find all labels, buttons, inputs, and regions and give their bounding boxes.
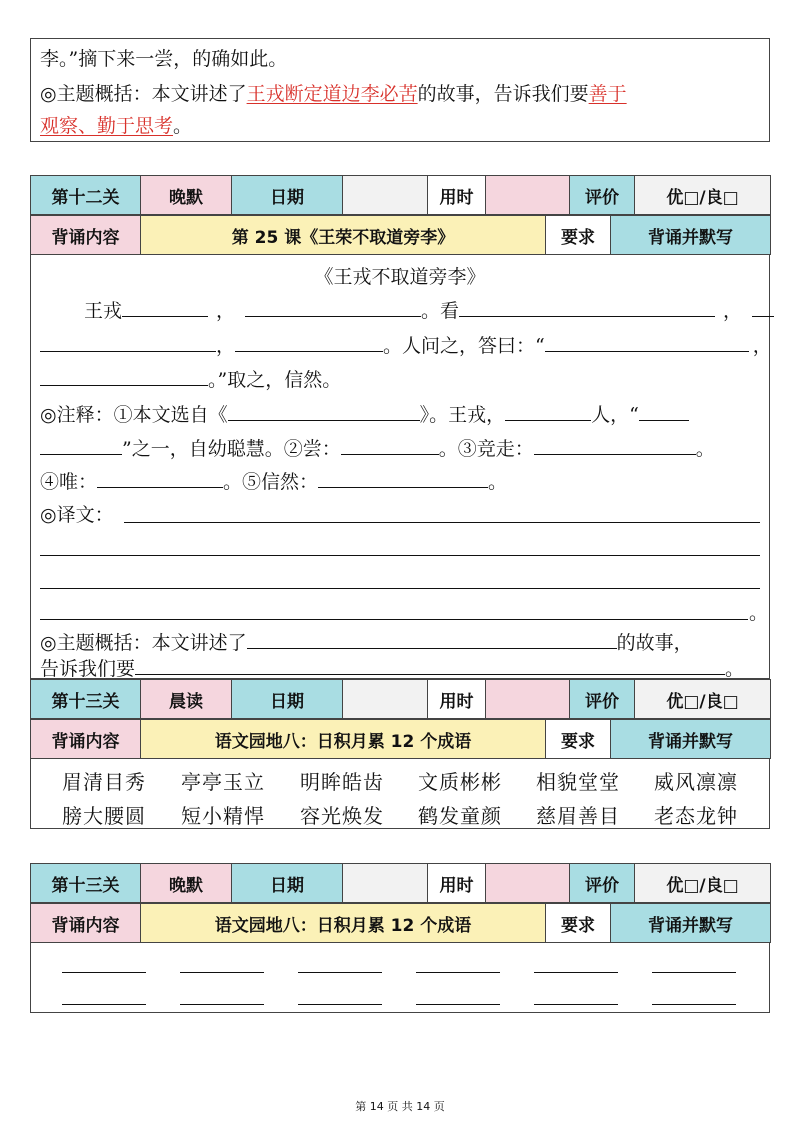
translation-line[interactable] [40,555,760,556]
requirement-label: 要求 [546,904,611,943]
fill-row-2 [40,333,772,358]
theme-story: 的故事， [616,632,693,654]
lesson-title: 第 25 课《王荣不取道旁李》 [141,216,546,255]
idiom-write-line[interactable] [180,1004,264,1005]
text-ending: 。”取之，信然。 [208,369,342,391]
requirement-label: 要求 [546,216,611,255]
blank[interactable] [752,298,774,317]
theme-fill-row-2 [40,656,744,681]
idiom: 眉清目秀 [62,770,146,794]
date-field[interactable] [343,176,428,215]
idiom-write-line[interactable] [180,972,264,973]
theme-answer-lesson-b: 观察、勤于思考 [40,115,174,137]
blank[interactable] [341,436,439,455]
idiom: 文质彬彬 [418,770,502,794]
level-label: 第十二关 [31,176,141,215]
page-footer: 第 14 页 共 14 页 [355,1100,445,1113]
passage-last-line: 李。”摘下来一尝，的确如此。 [40,48,288,70]
fill-row-1 [84,298,774,323]
blank[interactable] [40,333,216,352]
time-field[interactable] [486,680,570,719]
blank[interactable] [247,630,617,649]
content-label: 背诵内容 [31,216,141,255]
blank[interactable] [459,298,715,317]
theme-answer-story: 王戎断定道边李必苦 [246,83,418,105]
theme-summary [40,82,627,106]
theme-tell: 告诉我们要 [40,658,136,680]
blank[interactable] [245,298,421,317]
idiom: 亭亭玉立 [181,770,265,794]
level12-content-row [30,215,771,255]
idiom: 膀大腰圆 [62,804,146,828]
time-field[interactable] [486,176,570,215]
time-field[interactable] [486,864,570,903]
level13a-header [30,679,771,719]
level-label: 第十三关 [31,680,141,719]
fill-row-3 [40,367,341,392]
date-label: 日期 [232,864,343,903]
eval-label: 评价 [570,680,635,719]
blank[interactable] [534,436,696,455]
idiom: 相貌堂堂 [536,770,620,794]
text-comma: ， [216,335,236,357]
blank[interactable] [545,333,749,352]
text-period: 。 [695,438,715,460]
idiom: 短小精悍 [181,804,265,828]
blank[interactable] [235,333,383,352]
text-kan: 。看 [421,300,460,322]
theme-label: ◎主题概括：本文讲述了 [40,632,247,654]
eval-options[interactable]: 优□/良□ [635,864,771,903]
theme-answer-lesson-a: 善于 [588,83,627,105]
theme-prefix: ◎主题概括：本文讲述了 [40,83,247,105]
eval-options[interactable]: 优□/良□ [635,680,771,719]
level13b-header [30,863,771,903]
time-label: 用时 [428,680,486,719]
requirement-label: 要求 [546,720,611,759]
blank[interactable] [505,402,591,421]
text-answer-intro: 。人问之，答曰：“ [383,335,545,357]
idiom-write-line[interactable] [652,972,736,973]
eval-options[interactable]: 优□/良□ [635,176,771,215]
idiom-write-line[interactable] [416,1004,500,1005]
blank[interactable] [40,367,208,386]
notes-row-2 [40,436,715,461]
idiom: 鹤发童颜 [418,804,502,828]
idiom-write-line[interactable] [298,1004,382,1005]
date-field[interactable] [343,680,428,719]
blank[interactable] [135,656,725,675]
session-label: 晨读 [141,680,232,719]
blank[interactable] [639,402,689,421]
idiom: 明眸皓齿 [300,770,384,794]
theme-summary-cont [40,114,192,138]
idiom-write-line[interactable] [534,972,618,973]
level-label: 第十三关 [31,864,141,903]
text-period: 。 [488,471,508,493]
time-label: 用时 [428,176,486,215]
idiom-write-line[interactable] [62,972,146,973]
note-person: 人，“ [591,404,639,426]
theme-end: 。 [173,115,193,137]
text-period: 。 [725,658,745,680]
translation-line[interactable] [124,522,760,523]
idiom-write-line[interactable] [652,1004,736,1005]
text-comma: ， [752,335,772,357]
session-label: 晚默 [141,864,232,903]
text-comma: ， [216,300,236,322]
text-wangrong: 王戎 [84,300,123,322]
idiom: 慈眉善目 [536,804,620,828]
idiom-write-line[interactable] [534,1004,618,1005]
idiom: 容光焕发 [300,804,384,828]
requirement-value: 背诵并默写 [611,720,771,759]
translation-label: ◎译文： [40,504,114,526]
text-comma: ， [723,300,743,322]
theme-fill-row-1 [40,630,693,655]
time-label: 用时 [428,864,486,903]
content-label: 背诵内容 [31,904,141,943]
note-source: ◎注释：①本文选自《 [40,404,228,426]
requirement-value: 背诵并默写 [611,904,771,943]
note-xinran: 。⑤信然： [223,471,319,493]
note-wangrong: 》。王戎， [419,404,506,426]
translation-line[interactable] [40,619,748,620]
text-period: 。 [749,602,769,624]
eval-label: 评价 [570,176,635,215]
note-wei: ④唯： [40,471,98,493]
date-label: 日期 [232,176,343,215]
level13a-content-row [30,719,771,759]
content-label: 背诵内容 [31,720,141,759]
blank[interactable] [228,402,420,421]
level12-header [30,175,771,215]
blank[interactable] [97,469,223,488]
note-jingzou: 。③竞走： [438,438,534,460]
notes-row-1 [40,402,689,427]
date-field[interactable] [343,864,428,903]
idiom-write-line[interactable] [416,972,500,973]
notes-row-3 [40,469,507,494]
date-label: 日期 [232,680,343,719]
poem-title: 《王戎不取道旁李》 [314,266,486,288]
requirement-value: 背诵并默写 [611,216,771,255]
idiom: 老态龙钟 [654,804,738,828]
idiom-write-line[interactable] [298,972,382,973]
session-label: 晚默 [141,176,232,215]
translation-line[interactable] [40,588,760,589]
idiom-write-line[interactable] [62,1004,146,1005]
lesson-title: 语文园地八：日积月累 12 个成语 [141,720,546,759]
note-chang: ”之一，自幼聪慧。②尝： [122,438,341,460]
level13b-write-box [30,943,770,1013]
theme-mid: 的故事，告诉我们要 [417,83,589,105]
blank[interactable] [122,298,208,317]
blank[interactable] [40,436,122,455]
lesson-title: 语文园地八：日积月累 12 个成语 [141,904,546,943]
idiom: 威风凛凛 [654,770,738,794]
level13b-content-row [30,903,771,943]
eval-label: 评价 [570,864,635,903]
blank[interactable] [318,469,488,488]
